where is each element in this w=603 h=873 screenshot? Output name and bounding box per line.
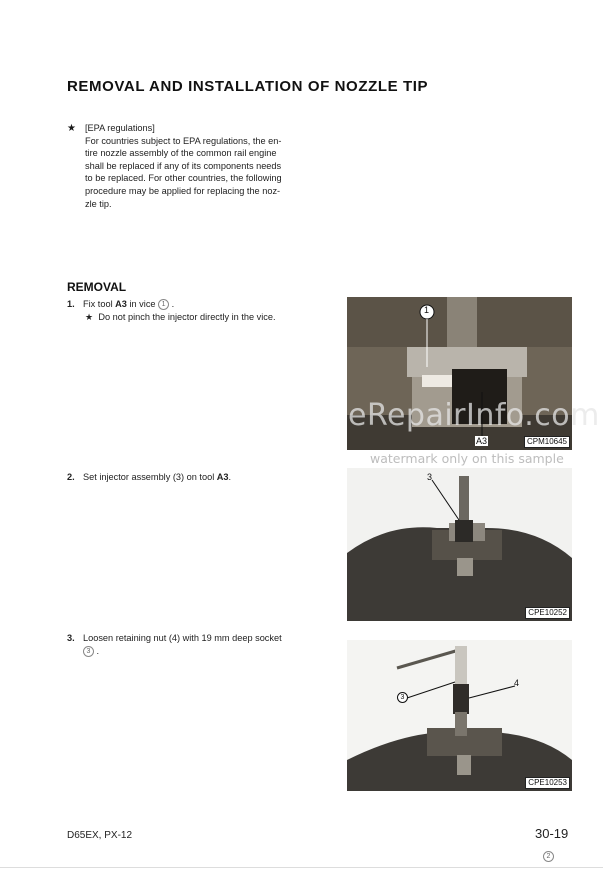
watermark-note: watermark only on this sample bbox=[370, 451, 564, 466]
figure-label: 3 bbox=[397, 692, 408, 703]
step-text: Set injector assembly (3) on tool bbox=[83, 472, 217, 482]
note-line: tire nozzle assembly of the common rail engine bbox=[85, 148, 277, 159]
circled-number: 3 bbox=[83, 646, 94, 657]
figure-3-photo bbox=[347, 640, 572, 791]
page-number: 30-19 bbox=[535, 826, 569, 841]
epa-note bbox=[85, 122, 309, 210]
step-number: 2. bbox=[67, 472, 75, 482]
figure-2-photo bbox=[347, 468, 572, 621]
loosening-nut-illustration bbox=[347, 640, 572, 791]
step-3-cont bbox=[83, 645, 99, 658]
step-text: . bbox=[94, 646, 100, 656]
note-line: to be replaced. For other countries, the following bbox=[85, 173, 282, 184]
note-line: [EPA regulations] bbox=[85, 123, 155, 133]
step-2 bbox=[67, 471, 231, 484]
tool-ref: A3 bbox=[115, 299, 127, 309]
step-text: Loosen retaining nut (4) with 19 mm deep socket bbox=[83, 633, 282, 643]
figure-label: 3 bbox=[427, 472, 433, 482]
figure-label: A3 bbox=[476, 436, 488, 446]
revision-mark bbox=[543, 846, 554, 864]
watermark: eRepairInfo.com bbox=[348, 398, 600, 433]
step-text: . bbox=[169, 299, 175, 309]
step-text: Fix tool bbox=[83, 299, 116, 309]
note-line: zle tip. bbox=[85, 198, 112, 209]
figure-label: 1 bbox=[424, 305, 430, 315]
star-note-icon: ★ bbox=[85, 312, 94, 322]
injector-on-tool-illustration bbox=[347, 468, 572, 621]
figure-label: 4 bbox=[514, 678, 520, 688]
step-number: 3. bbox=[67, 633, 75, 643]
revision-number: 2 bbox=[543, 851, 554, 862]
step-1 bbox=[67, 298, 174, 311]
page-edge bbox=[0, 867, 603, 868]
figure-code: CPM10645 bbox=[524, 436, 570, 448]
star-note-icon: ★ bbox=[67, 123, 76, 134]
circled-number: 1 bbox=[158, 299, 169, 310]
note-line: For countries subject to EPA regulations, the en- bbox=[85, 135, 282, 146]
note-line: shall be replaced if any of its components needs bbox=[85, 160, 282, 171]
figure-code: CPE10252 bbox=[525, 607, 570, 619]
section-heading: REMOVAL bbox=[67, 280, 127, 294]
step-text: in vice bbox=[126, 299, 159, 309]
page-title: REMOVAL AND INSTALLATION OF NOZZLE TIP bbox=[67, 78, 429, 95]
step-3 bbox=[67, 632, 282, 645]
step-text: . bbox=[228, 472, 232, 482]
model-footer: D65EX, PX-12 bbox=[67, 830, 133, 841]
note-line: procedure may be applied for replacing the noz- bbox=[85, 185, 281, 196]
step-1-caution bbox=[85, 312, 276, 323]
step-number: 1. bbox=[67, 299, 75, 309]
tool-ref: A3 bbox=[216, 472, 229, 482]
caution-text: Do not pinch the injector directly in the vice. bbox=[98, 312, 276, 322]
figure-code: CPE10253 bbox=[525, 777, 570, 789]
